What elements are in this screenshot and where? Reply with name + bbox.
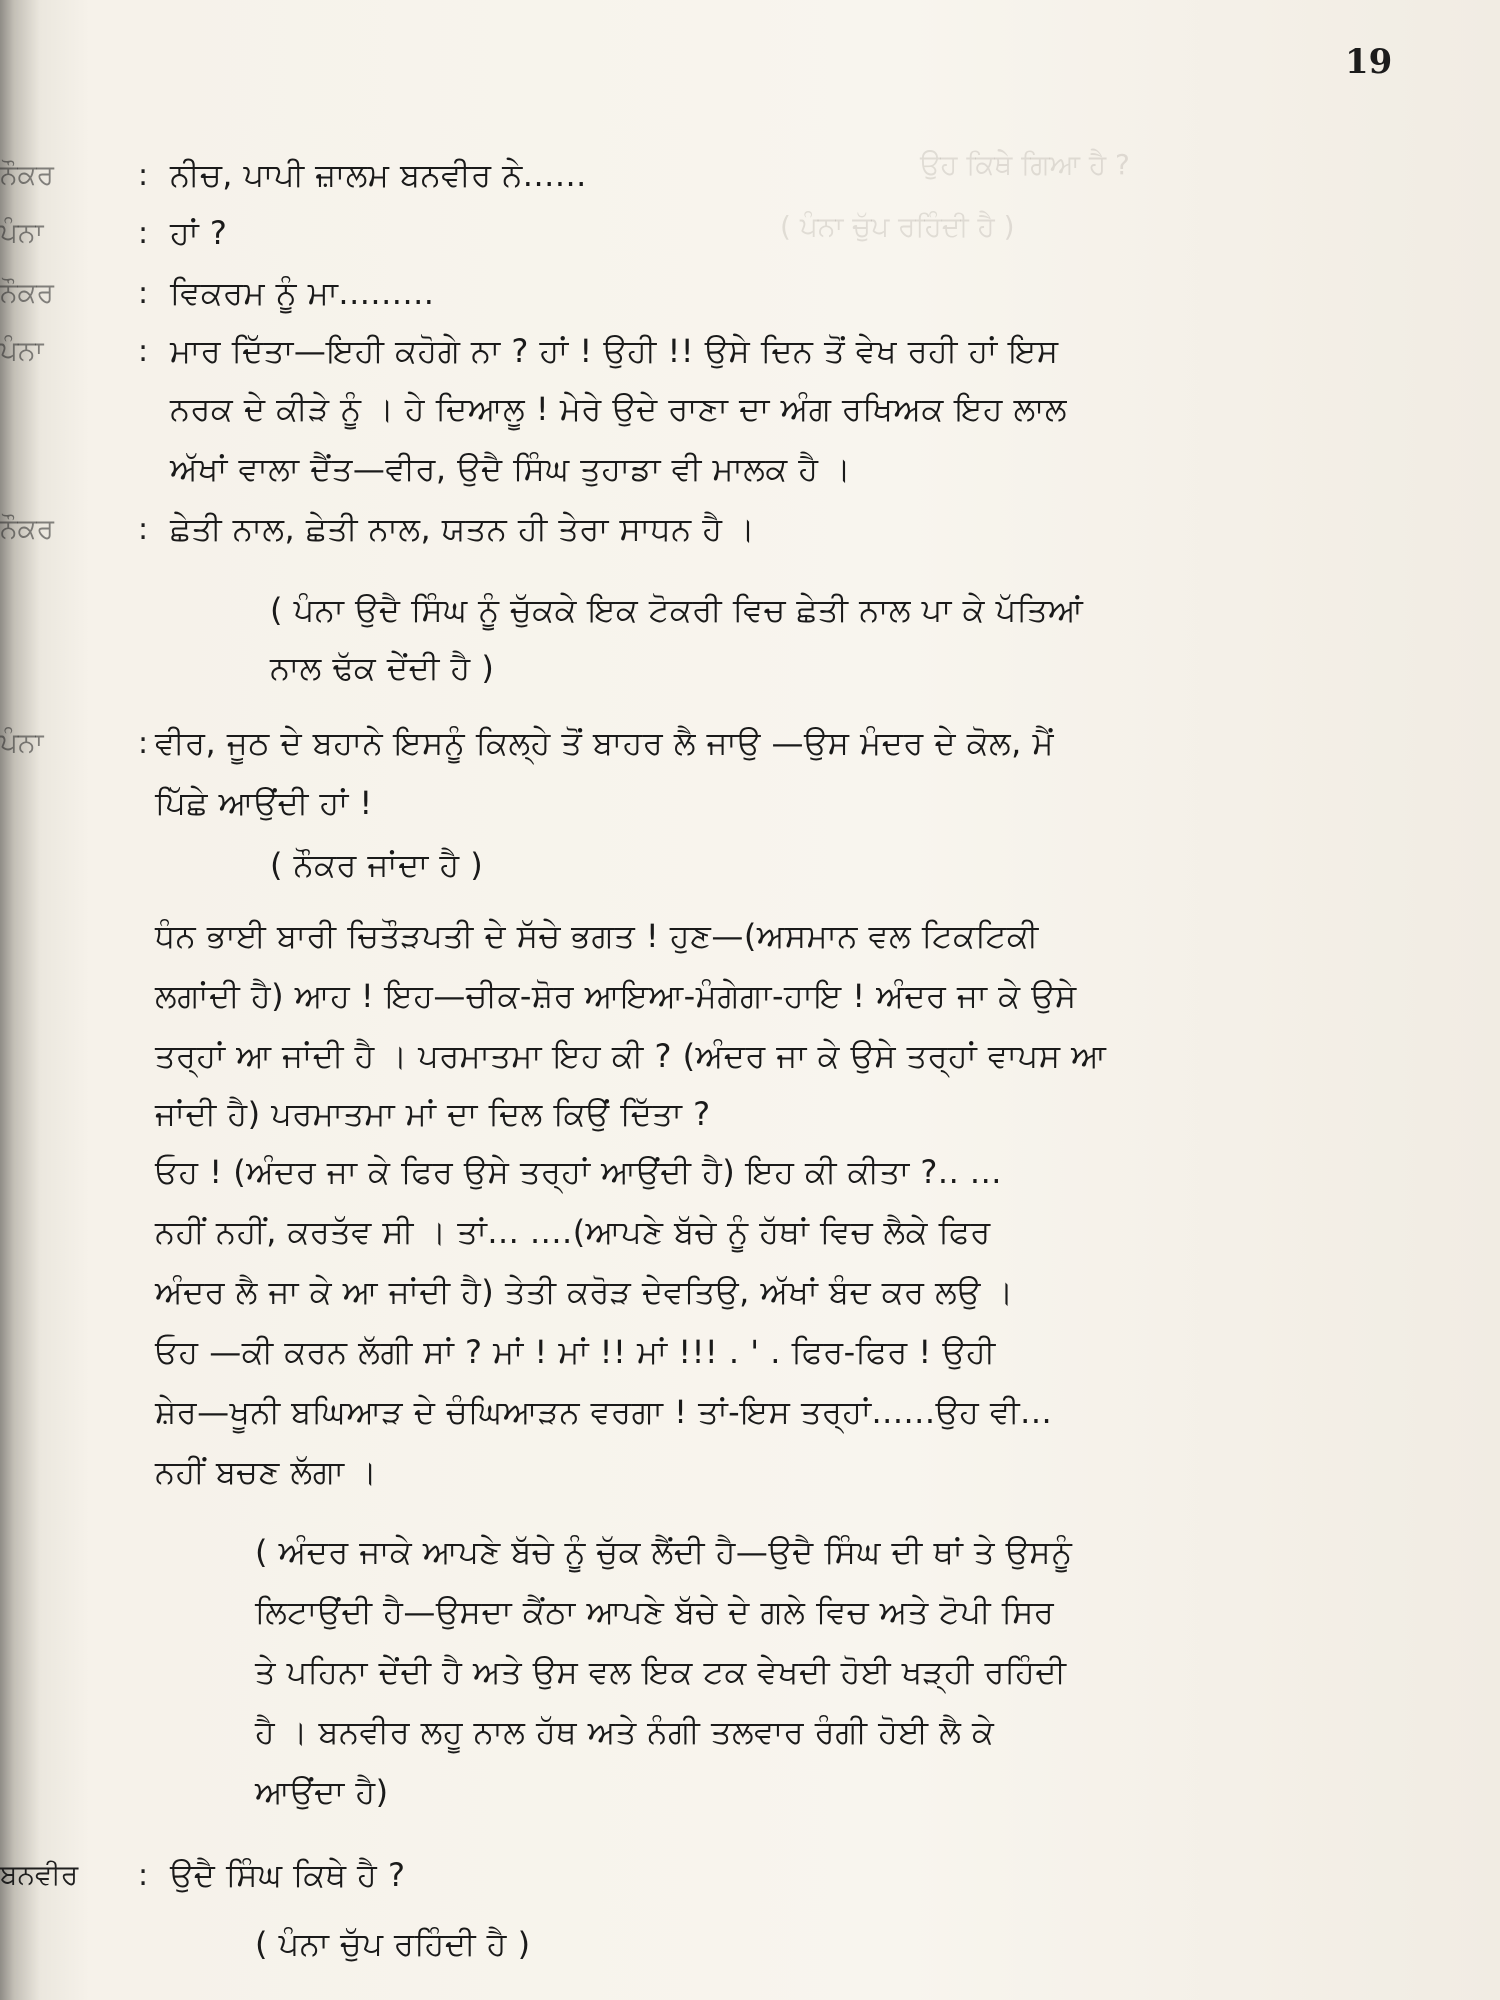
stage-direction: ਨਾਲ ਢੱਕ ਦੇਂਦੀ ਹੈ ) xyxy=(270,649,495,687)
speaker-label: ਨੌਕਰ xyxy=(0,276,54,309)
stage-direction: ( ਅੰਦਰ ਜਾਕੇ ਆਪਣੇ ਬੱਚੇ ਨੂੰ ਚੁੱਕ ਲੈਂਦੀ ਹੈ—ਉਦੈ ਸਿੰਘ ਦੀ ਥਾਂ ਤੇ ਉਸਨੂੰ xyxy=(255,1533,1073,1571)
dialogue-line: ਸ਼ੇਰ—ਖੂਨੀ ਬਘਿਆੜ ਦੇ ਚੰਘਿਆੜਨ ਵਰਗਾ ! ਤਾਂ-ਇਸ ਤਰ੍ਹਾਂ......ਉਹ ਵੀ... xyxy=(155,1393,1053,1431)
dialogue-line: ਜਾਂਦੀ ਹੈ) ਪਰਮਾਤਮਾ ਮਾਂ ਦਾ ਦਿਲ ਕਿਉਂ ਦਿੱਤਾ ? xyxy=(155,1095,711,1133)
dialogue-line: ਉਦੈ ਸਿੰਘ ਕਿਥੇ ਹੈ ? xyxy=(170,1856,406,1894)
dialogue-line: ਓਹ —ਕੀ ਕਰਨ ਲੱਗੀ ਸਾਂ ? ਮਾਂ ! ਮਾਂ !! ਮਾਂ !!! . ' . ਫਿਰ-ਫਿਰ ! ਉਹੀ xyxy=(155,1333,996,1371)
bleed-through-text: ( ਪੰਨਾ ਚੁੱਪ ਰਹਿੰਦੀ ਹੈ ) xyxy=(780,210,1015,243)
dialogue-line: ਨਰਕ ਦੇ ਕੀੜੇ ਨੂੰ । ਹੇ ਦਿਆਲੂ ! ਮੇਰੇ ਉਦੇ ਰਾਣਾ ਦਾ ਅੰਗ ਰਖਿਅਕ ਇਹ ਲਾਲ xyxy=(170,390,1068,428)
stage-direction: ( ਪੰਨਾ ਚੁੱਪ ਰਹਿੰਦੀ ਹੈ ) xyxy=(255,1925,531,1963)
stage-direction: ਆਉਂਦਾ ਹੈ) xyxy=(255,1773,389,1811)
stage-direction: ( ਪੰਨਾ ਉਦੈ ਸਿੰਘ ਨੂੰ ਚੁੱਕਕੇ ਇਕ ਟੋਕਰੀ ਵਿਚ ਛੇਤੀ ਨਾਲ ਪਾ ਕੇ ਪੱਤਿਆਂ xyxy=(270,591,1084,629)
dialogue-line: ਛੇਤੀ ਨਾਲ, ਛੇਤੀ ਨਾਲ, ਯਤਨ ਹੀ ਤੇਰਾ ਸਾਧਨ ਹੈ । xyxy=(170,510,756,548)
dialogue-line: ਓਹ ! (ਅੰਦਰ ਜਾ ਕੇ ਫਿਰ ਉਸੇ ਤਰ੍ਹਾਂ ਆਉਂਦੀ ਹੈ) ਇਹ ਕੀ ਕੀਤਾ ?.. ... xyxy=(155,1153,1002,1191)
dialogue-line: ਤਰ੍ਹਾਂ ਆ ਜਾਂਦੀ ਹੈ । ਪਰਮਾਤਮਾ ਇਹ ਕੀ ? (ਅੰਦਰ ਜਾ ਕੇ ਉਸੇ ਤਰ੍ਹਾਂ ਵਾਪਸ ਆ xyxy=(155,1037,1107,1075)
colon: : xyxy=(138,512,149,547)
page-number: 19 xyxy=(1345,42,1393,82)
dialogue-line: ਨਹੀਂ ਨਹੀਂ, ਕਰਤੱਵ ਸੀ । ਤਾਂ... ....(ਆਪਣੇ ਬੱਚੇ ਨੂੰ ਹੱਥਾਂ ਵਿਚ ਲੈਕੇ ਫਿਰ xyxy=(155,1213,991,1251)
dialogue-line: ਮਾਰ ਦਿੱਤਾ—ਇਹੀ ਕਹੋਗੇ ਨਾ ? ਹਾਂ ! ਉਹੀ !! ਉਸੇ ਦਿਨ ਤੋਂ ਵੇਖ ਰਹੀ ਹਾਂ ਇਸ xyxy=(170,332,1059,370)
dialogue-line: ਨੀਚ, ਪਾਪੀ ਜ਼ਾਲਮ ਬਨਵੀਰ ਨੇ...... xyxy=(170,156,587,194)
speaker-label: ਪੰਨਾ xyxy=(0,726,44,759)
dialogue-line: ਹਾਂ ? xyxy=(170,214,228,252)
speaker-label: ਬਨਵੀਰ xyxy=(0,1858,79,1891)
dialogue-line: ਲਗਾਂਦੀ ਹੈ) ਆਹ ! ਇਹ—ਚੀਕ-ਸ਼ੋਰ ਆਇਆ-ਮੰਗੇਗਾ-ਹਾਇ ! ਅੰਦਰ ਜਾ ਕੇ ਉਸੇ xyxy=(155,977,1077,1015)
stage-direction: ਹੈ । ਬਨਵੀਰ ਲਹੂ ਨਾਲ ਹੱਥ ਅਤੇ ਨੰਗੀ ਤਲਵਾਰ ਰੰਗੀ ਹੋਈ ਲੈ ਕੇ xyxy=(255,1713,995,1751)
stage-direction: ( ਨੌਕਰ ਜਾਂਦਾ ਹੈ ) xyxy=(270,846,484,884)
dialogue-line: ਧੰਨ ਭਾਈ ਬਾਰੀ ਚਿਤੌੜਪਤੀ ਦੇ ਸੱਚੇ ਭਗਤ ! ਹੁਣ—(ਅਸਮਾਨ ਵਲ ਟਿਕਟਿਕੀ xyxy=(155,917,1039,955)
speaker-label: ਪੰਨਾ xyxy=(0,334,44,367)
dialogue-line: ਨਹੀਂ ਬਚਣ ਲੱਗਾ । xyxy=(155,1453,378,1491)
dialogue-line: ਅੱਖਾਂ ਵਾਲਾ ਦੈਂਤ—ਵੀਰ, ਉਦੈ ਸਿੰਘ ਤੁਹਾਡਾ ਵੀ ਮਾਲਕ ਹੈ । xyxy=(170,450,852,488)
speaker-label: ਨੌਕਰ xyxy=(0,158,54,191)
colon: : xyxy=(138,216,149,251)
dialogue-line: ਵੀਰ, ਜੂਠ ਦੇ ਬਹਾਨੇ ਇਸਨੂੰ ਕਿਲ੍ਹੇ ਤੋਂ ਬਾਹਰ ਲੈ ਜਾਉ —ਉਸ ਮੰਦਰ ਦੇ ਕੋਲ, ਮੈਂ xyxy=(155,724,1055,762)
stage-direction: ਲਿਟਾਉਂਦੀ ਹੈ—ਉਸਦਾ ਕੈਂਠਾ ਆਪਣੇ ਬੱਚੇ ਦੇ ਗਲੇ ਵਿਚ ਅਤੇ ਟੋਪੀ ਸਿਰ xyxy=(255,1593,1055,1631)
stage-direction: ਤੇ ਪਹਿਨਾ ਦੇਂਦੀ ਹੈ ਅਤੇ ਉਸ ਵਲ ਇਕ ਟਕ ਵੇਖਦੀ ਹੋਈ ਖੜ੍ਹੀ ਰਹਿੰਦੀ xyxy=(255,1653,1067,1691)
colon: : xyxy=(138,726,149,761)
colon: : xyxy=(138,158,149,193)
speaker-label: ਨੌਕਰ xyxy=(0,512,54,545)
colon: : xyxy=(138,334,149,369)
colon: : xyxy=(138,276,149,311)
colon: : xyxy=(138,1858,149,1893)
speaker-label: ਪੰਨਾ xyxy=(0,216,44,249)
dialogue-line: ਪਿੱਛੇ ਆਉਂਦੀ ਹਾਂ ! xyxy=(155,784,373,822)
dialogue-line: ਅੰਦਰ ਲੈ ਜਾ ਕੇ ਆ ਜਾਂਦੀ ਹੈ) ਤੇਤੀ ਕਰੋੜ ਦੇਵਤਿਉ, ਅੱਖਾਂ ਬੰਦ ਕਰ ਲਉ । xyxy=(155,1273,1014,1311)
dialogue-line: ਵਿਕਰਮ ਨੂੰ ਮਾ......... xyxy=(170,274,435,312)
bleed-through-text: ਉਹ ਕਿਥੇ ਗਿਆ ਹੈ ? xyxy=(920,148,1130,181)
